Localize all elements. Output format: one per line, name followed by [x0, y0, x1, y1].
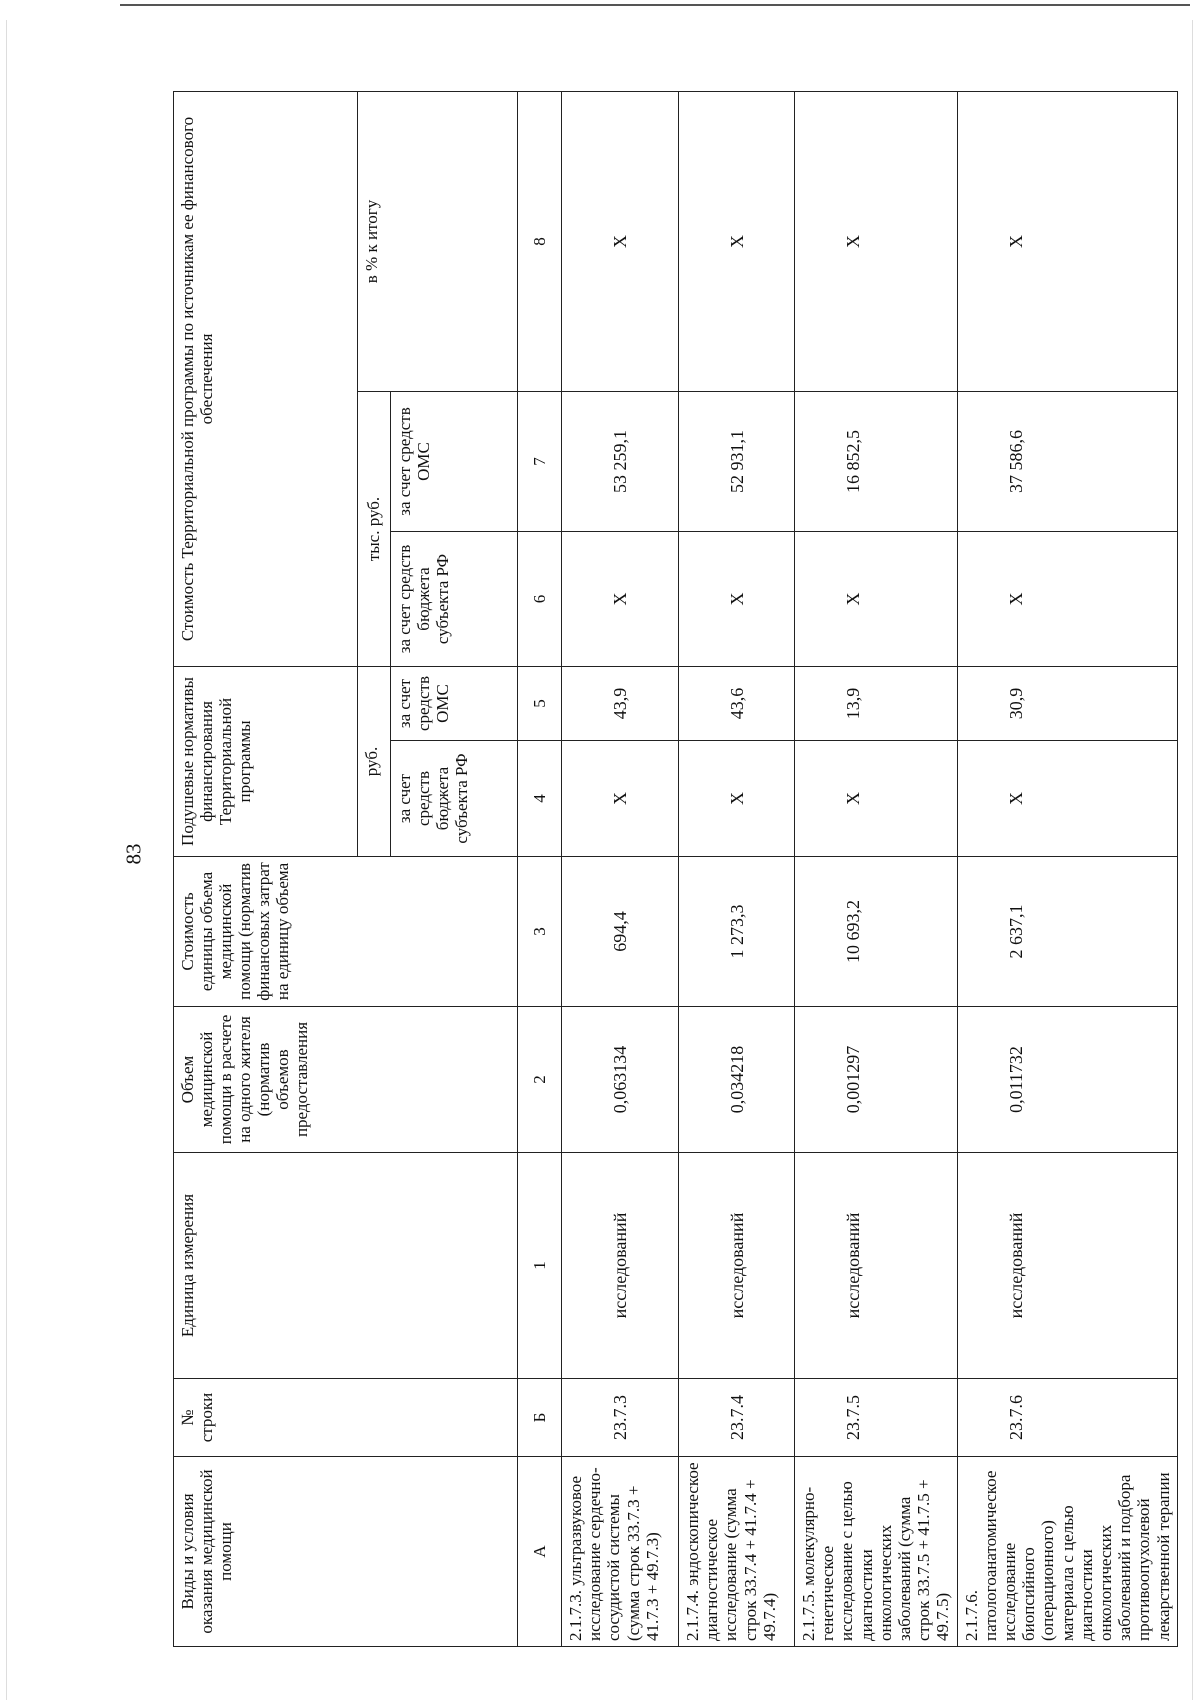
table-row	[957, 91, 1177, 1646]
row-oms-total: 16 852,5	[795, 391, 958, 531]
row-oms-total: 53 259,1	[562, 391, 679, 531]
row-oms-total: 37 586,6	[957, 391, 1177, 531]
row-cost: 694,4	[562, 857, 679, 1007]
row-unit: исследований	[795, 1153, 958, 1379]
row-name: 2.1.7.3. ультразвуковое исследование сердечно-сосудистой системы (сумма строк 33.7.3 + 41.7.3 + 49.7.3)	[562, 1457, 679, 1647]
column-number: 5	[518, 666, 562, 740]
row-budget-total: Х	[957, 531, 1177, 666]
column-number: 2	[518, 1007, 562, 1153]
row-oms-norm: 30,9	[957, 666, 1177, 740]
row-code: 23.7.5	[795, 1379, 958, 1457]
header-cost-program: Стоимость Территориальной программы по источникам ее финансового обеспечения	[174, 91, 358, 666]
header-thousand-rub: тыс. руб.	[358, 391, 391, 666]
table-row	[679, 91, 795, 1646]
column-number: 6	[518, 531, 562, 666]
header-per-capita: Подушевые нормативы финансирования Территориальной программы	[174, 666, 358, 856]
header-percent: в % к итогу	[358, 91, 518, 391]
row-code: 23.7.6	[957, 1379, 1177, 1457]
row-unit: исследований	[679, 1153, 795, 1379]
column-number: 7	[518, 391, 562, 531]
row-cost: 1 273,3	[679, 857, 795, 1007]
row-oms-norm: 13,9	[795, 666, 958, 740]
row-name: 2.1.7.4. эндоскопическое диагностическое исследование (сумма строк 33.7.4 + 41.7.4 + 49.7.4)	[679, 1457, 795, 1647]
row-cost: 2 637,1	[957, 857, 1177, 1007]
row-percent: Х	[795, 91, 958, 391]
row-percent: Х	[957, 91, 1177, 391]
row-percent: Х	[562, 91, 679, 391]
header-oms-total: за счет средств ОМС	[391, 391, 518, 531]
row-volume: 0,063134	[562, 1007, 679, 1153]
column-number: 8	[518, 91, 562, 391]
row-oms-norm: 43,6	[679, 666, 795, 740]
row-unit: исследований	[957, 1153, 1177, 1379]
row-cost: 10 693,2	[795, 857, 958, 1007]
row-budget-total: Х	[795, 531, 958, 666]
header-budget-norm: за счет средств бюджета субъекта РФ	[391, 741, 518, 857]
table-row	[562, 91, 679, 1646]
header-kind: Виды и условия оказания медицинской помощи	[174, 1457, 518, 1647]
row-volume: 0,011732	[957, 1007, 1177, 1153]
header-rub: руб.	[358, 666, 391, 856]
row-percent: Х	[679, 91, 795, 391]
financing-table	[173, 91, 1178, 1647]
header-budget-total: за счет средств бюджета субъекта РФ	[391, 531, 518, 666]
column-number: 4	[518, 741, 562, 857]
row-budget-norm: Х	[795, 741, 958, 857]
header-oms-norm: за счет средств ОМС	[391, 666, 518, 740]
column-number: 1	[518, 1153, 562, 1379]
header-row-no: № строки	[174, 1379, 518, 1457]
row-budget-total: Х	[679, 531, 795, 666]
column-number: А	[518, 1457, 562, 1647]
column-number: Б	[518, 1379, 562, 1457]
row-oms-total: 52 931,1	[679, 391, 795, 531]
page-number: 83	[121, 843, 146, 865]
row-volume: 0,001297	[795, 1007, 958, 1153]
header-cost-unit: Стоимость единицы объема медицинской помощи (норматив финансовых затрат на единицу объема	[174, 857, 518, 1007]
row-budget-norm: Х	[679, 741, 795, 857]
header-unit: Единица измерения	[174, 1153, 518, 1379]
row-oms-norm: 43,9	[562, 666, 679, 740]
row-budget-total: Х	[562, 531, 679, 666]
scan-edge-right	[1192, 20, 1193, 1700]
row-code: 23.7.4	[679, 1379, 795, 1457]
row-name: 2.1.7.6. патологоанатомическое исследование биопсийного (операционного) материала с целью диагностики онкологических заболеваний и подбора противоопухолевой лекарственной терапии	[957, 1457, 1177, 1647]
row-budget-norm: Х	[957, 741, 1177, 857]
row-code: 23.7.3	[562, 1379, 679, 1457]
row-unit: исследований	[562, 1153, 679, 1379]
scan-edge-top	[120, 4, 1190, 6]
row-volume: 0,034218	[679, 1007, 795, 1153]
table-row	[795, 91, 958, 1646]
row-name: 2.1.7.5. молекулярно-генетическое исследование с целью диагностики онкологических заболеваний (сумма строк 33.7.5 + 41.7.5 + 49.7.5)	[795, 1457, 958, 1647]
scan-edge-left	[6, 20, 7, 1700]
rotated-table-container	[173, 92, 1173, 1647]
column-number: 3	[518, 857, 562, 1007]
header-volume: Объем медицинской помощи в расчете на одного жителя (норматив объемов предоставления	[174, 1007, 518, 1153]
row-budget-norm: Х	[562, 741, 679, 857]
